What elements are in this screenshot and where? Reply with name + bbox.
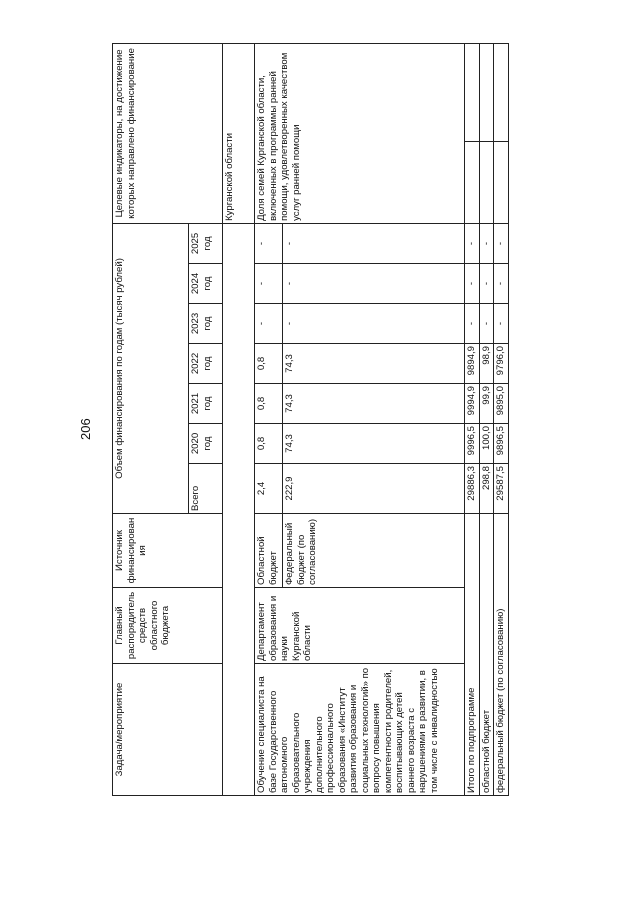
totals-federal-ind1 [494, 141, 509, 223]
totals-federal-total: 29587,5 [494, 464, 509, 514]
totals-regional-2022: 98,9 [479, 344, 494, 384]
header-year-2023: 2023 год [189, 304, 223, 344]
totals-regional-2025: - [479, 223, 494, 263]
totals-row-regional [479, 43, 494, 795]
totals-row-federal [494, 43, 509, 795]
totals-subprogram-2022: 9894,9 [465, 344, 480, 384]
regional-2021: 0,8 [255, 384, 283, 424]
regional-2020: 0,8 [255, 424, 283, 464]
page-number: 206 [78, 418, 93, 440]
totals-row-subprogram [465, 43, 480, 795]
total-federal: 222,9 [283, 464, 465, 514]
region-row [223, 43, 255, 795]
source-federal: Федеральный бюджет (по согласованию) [283, 514, 465, 588]
header-manager: Главный распорядитель средств областного бюджета [113, 588, 223, 664]
totals-regional-2024: - [479, 264, 494, 304]
totals-regional-2023: - [479, 304, 494, 344]
totals-label-regional: областной бюджет [479, 514, 494, 796]
header-total: Всего [189, 464, 223, 514]
totals-subprogram-ind1 [465, 141, 480, 223]
totals-label-federal: федеральный бюджет (по согласованию) [494, 514, 509, 796]
totals-subprogram-2024: - [465, 264, 480, 304]
totals-regional-2021: 99,9 [479, 384, 494, 424]
totals-federal-2025: - [494, 223, 509, 263]
header-funding: Объем финансирования по годам (тысяч рублей) [113, 223, 189, 513]
totals-federal-2021: 9895,0 [494, 384, 509, 424]
federal-2021: 74,3 [283, 384, 465, 424]
regional-2022: 0,8 [255, 344, 283, 384]
totals-federal-ind2 [494, 43, 509, 141]
totals-subprogram-2025: - [465, 223, 480, 263]
totals-regional-2020: 100,0 [479, 424, 494, 464]
header-year-2021: 2021 год [189, 384, 223, 424]
totals-regional-ind1 [479, 141, 494, 223]
header-indicators: Целевые индикаторы, на достижение которых направлено финансирование [113, 43, 223, 223]
task-cell: Обучение специалиста на базе Государственного автономного образовательного учреждения дополнительного профессионального образования «Институт развития образования и социальных технологий» по вопросу повышения компетентности родителей, воспитывающих детей раннего возраста с нарушениями в развитии, в том числе с инвалидностью [255, 664, 465, 796]
regional-2025: - [255, 223, 283, 263]
totals-federal-2023: - [494, 304, 509, 344]
federal-2024: - [283, 264, 465, 304]
totals-subprogram-total: 29886,3 [465, 464, 480, 514]
rotated-table-wrapper [112, 44, 506, 796]
header-source: Источник финансирования [113, 514, 223, 588]
federal-2023: - [283, 304, 465, 344]
totals-label-subprogram: Итого по подпрограмме [465, 514, 480, 796]
source-regional: Областной бюджет [255, 514, 283, 588]
manager-cell: Департамент образования и науки Курганской области [255, 588, 465, 664]
region-row-empty [223, 223, 255, 795]
totals-federal-2024: - [494, 264, 509, 304]
totals-regional-total: 298,8 [479, 464, 494, 514]
totals-subprogram-2020: 9996,5 [465, 424, 480, 464]
header-row-1 [113, 43, 189, 795]
totals-regional-ind2 [479, 43, 494, 141]
totals-subprogram-2021: 9994,9 [465, 384, 480, 424]
totals-federal-2020: 9896,5 [494, 424, 509, 464]
total-regional: 2,4 [255, 464, 283, 514]
region-indicator: Курганской области [223, 43, 255, 223]
header-year-2024: 2024 год [189, 264, 223, 304]
indicator-cell: Доля семей Курганской области, включенных в программы ранней помощи, удовлетворенных качеством услуг ранней помощи [255, 43, 465, 223]
financing-table [112, 43, 509, 796]
federal-2020: 74,3 [283, 424, 465, 464]
totals-subprogram-ind2 [465, 43, 480, 141]
regional-2024: - [255, 264, 283, 304]
federal-2022: 74,3 [283, 344, 465, 384]
regional-2023: - [255, 304, 283, 344]
totals-subprogram-2023: - [465, 304, 480, 344]
main-row-regional [255, 43, 283, 795]
header-year-2020: 2020 год [189, 424, 223, 464]
header-task: Задача/мероприятие [113, 664, 223, 796]
federal-2025: - [283, 223, 465, 263]
header-year-2022: 2022 год [189, 344, 223, 384]
header-year-2025: 2025 год [189, 223, 223, 263]
totals-federal-2022: 9796,0 [494, 344, 509, 384]
